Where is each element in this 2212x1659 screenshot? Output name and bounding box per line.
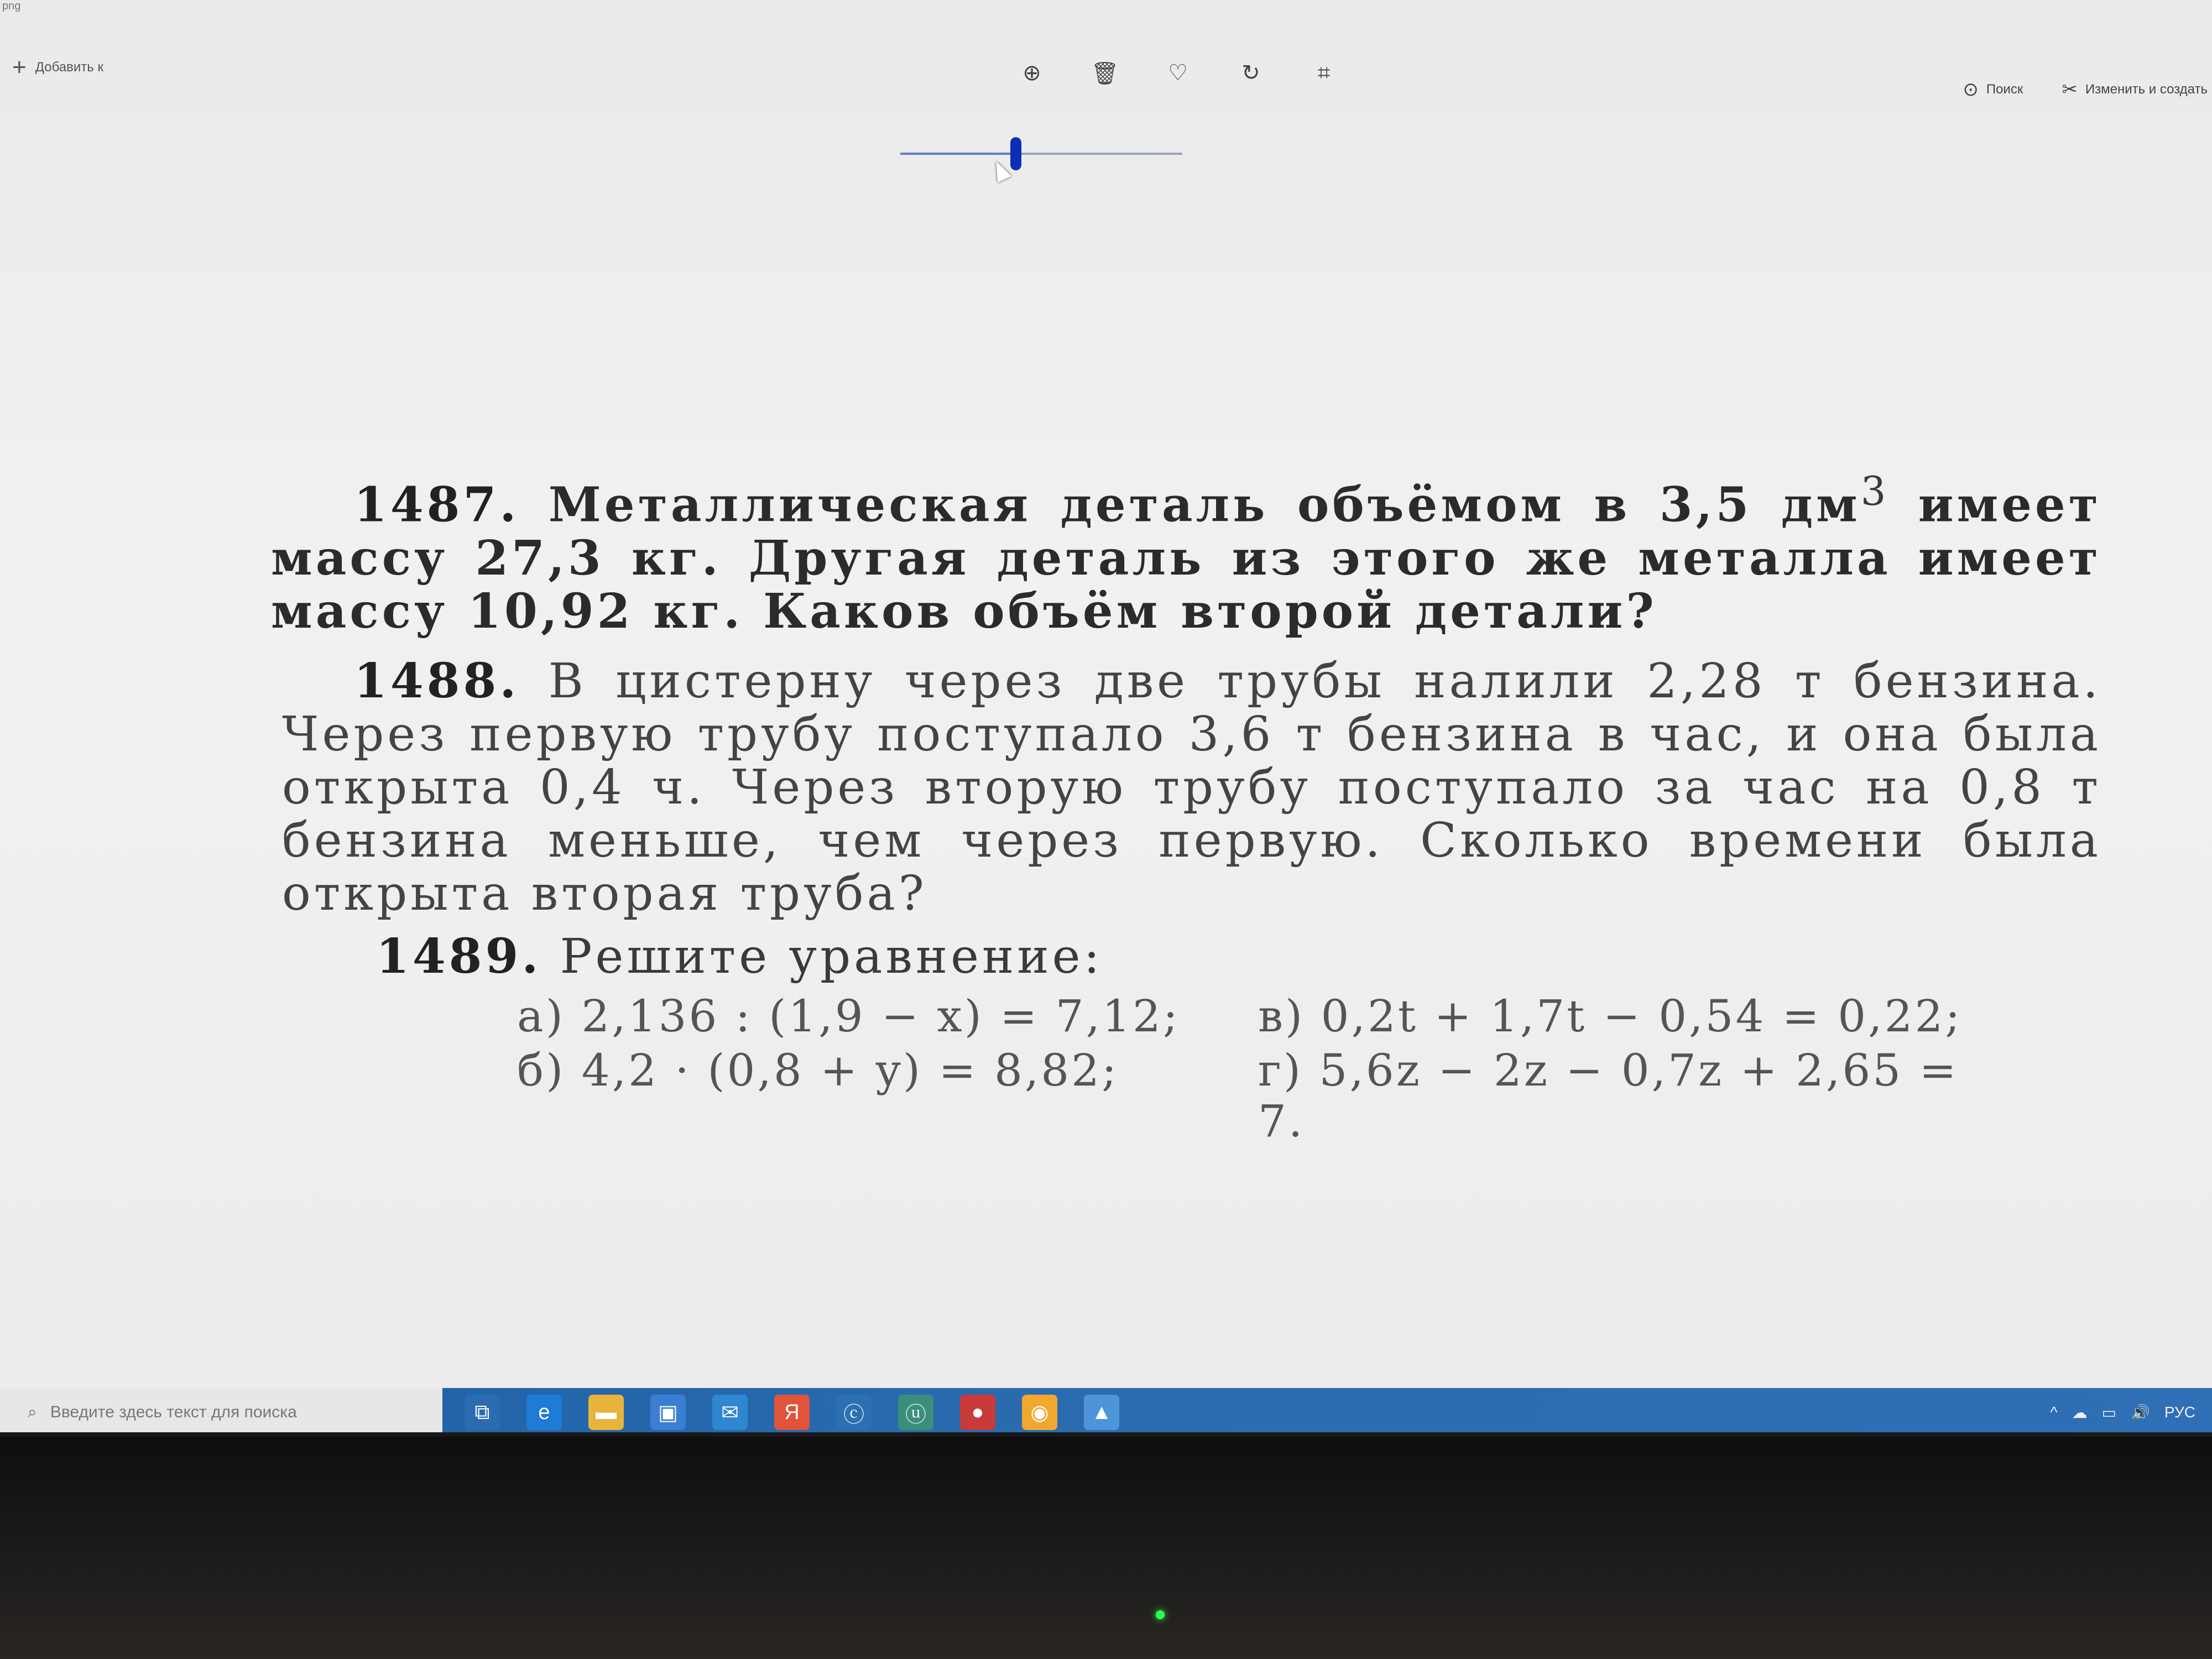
network-icon[interactable]: ▭ bbox=[2101, 1404, 2117, 1421]
search-icon: ⊙ bbox=[1963, 79, 1979, 100]
store-icon[interactable]: ▣ bbox=[650, 1395, 686, 1430]
language-indicator[interactable]: РУС bbox=[2164, 1404, 2195, 1421]
crop-icon[interactable]: ⌗ bbox=[1317, 60, 1331, 85]
taskbar-search[interactable] bbox=[0, 1388, 442, 1432]
problem-1489 bbox=[376, 930, 2101, 983]
mail-icon[interactable]: ✉ bbox=[712, 1395, 748, 1430]
zoom-slider[interactable] bbox=[900, 136, 1182, 175]
volume-icon[interactable]: 🔊 bbox=[2131, 1404, 2150, 1421]
edit-create-button[interactable] bbox=[2062, 79, 2208, 101]
zoom-fill bbox=[900, 153, 1016, 155]
problem-1488 bbox=[282, 655, 2101, 920]
favorite-icon[interactable]: ♡ bbox=[1168, 61, 1188, 85]
equations bbox=[517, 991, 2101, 1147]
problem-text-cont: имеет массу 27,3 кг. Другая деталь из этого же металла имеет массу 10,92 кг. Каков объём второй детали? bbox=[271, 477, 2101, 639]
equation-a: а) 2,136 : (1,9 − x) = 7,12; bbox=[517, 990, 1180, 1042]
rotate-icon[interactable]: ↻ bbox=[1241, 61, 1260, 85]
search-button[interactable] bbox=[1963, 79, 2023, 101]
equation-b: б) 4,2 · (0,8 + y) = 8,82; bbox=[517, 1044, 1119, 1096]
photo-toolbar bbox=[1018, 59, 1338, 87]
zoom-thumb[interactable] bbox=[1010, 137, 1021, 170]
equation-v: в) 0,2t + 1,7t − 0,54 = 0,22; bbox=[1258, 990, 1963, 1042]
search-icon: ⌕ bbox=[28, 1403, 37, 1421]
problem-text: Решите уравнение: bbox=[541, 928, 1103, 984]
file-name: png bbox=[2, 0, 21, 12]
search-label: Поиск bbox=[1986, 82, 2023, 97]
problem-text: Металлическая деталь объёмом в 3,5 дм bbox=[519, 477, 1861, 533]
cloud-icon[interactable]: ☁ bbox=[2072, 1404, 2088, 1421]
taskbar-apps bbox=[465, 1395, 1119, 1430]
task-view-icon[interactable]: ⧉ bbox=[465, 1395, 500, 1430]
taskbar-search-placeholder: Введите здесь текст для поиска bbox=[50, 1403, 297, 1421]
problem-number: 1489. bbox=[376, 928, 542, 984]
photos-icon[interactable]: ▲ bbox=[1084, 1395, 1119, 1430]
textbook-page bbox=[265, 465, 2101, 1147]
system-tray bbox=[2050, 1404, 2195, 1422]
edit-icon: ✂ bbox=[2062, 79, 2078, 100]
tray-arrow-icon[interactable]: ^ bbox=[2050, 1404, 2058, 1421]
app-icon-2[interactable]: ⓤ bbox=[898, 1395, 933, 1430]
plus-icon: + bbox=[12, 54, 27, 81]
yandex-icon[interactable]: Я bbox=[774, 1395, 810, 1430]
zoom-icon[interactable]: ⊕ bbox=[1022, 61, 1041, 85]
delete-icon[interactable]: 🗑 bbox=[1091, 61, 1119, 86]
problem-1487 bbox=[271, 465, 2101, 638]
taskbar bbox=[0, 1388, 2212, 1432]
problem-text: В цистерну через две трубы налили 2,28 т бензина. Через первую трубу поступало 3,6 т бензина в час, и она была открыта 0,4 ч. Через вторую трубу поступало за час на 0,8 т бензина меньше, чем через первую. Сколько времени была открыта вторая труба? bbox=[282, 653, 2101, 921]
file-explorer-icon[interactable]: ▬ bbox=[588, 1395, 624, 1430]
monitor-bezel bbox=[0, 1437, 2212, 1659]
problem-number: 1488. bbox=[354, 653, 520, 709]
power-led bbox=[1156, 1610, 1165, 1619]
edit-create-label: Изменить и создать bbox=[2085, 82, 2208, 97]
superscript: 3 bbox=[1860, 468, 1890, 514]
app-icon-1[interactable]: ⓒ bbox=[836, 1395, 872, 1430]
right-tools bbox=[1963, 79, 2208, 101]
problem-number: 1487. bbox=[354, 477, 520, 533]
chrome-icon[interactable]: ◉ bbox=[1022, 1395, 1057, 1430]
add-to-label: Добавить к bbox=[35, 60, 103, 75]
edge-icon[interactable]: e bbox=[526, 1395, 562, 1430]
opera-icon[interactable]: ● bbox=[960, 1395, 995, 1430]
add-to-button[interactable] bbox=[12, 55, 103, 80]
equation-g: г) 5,6z − 2z − 0,7z + 2,65 = 7. bbox=[1258, 1044, 1959, 1147]
